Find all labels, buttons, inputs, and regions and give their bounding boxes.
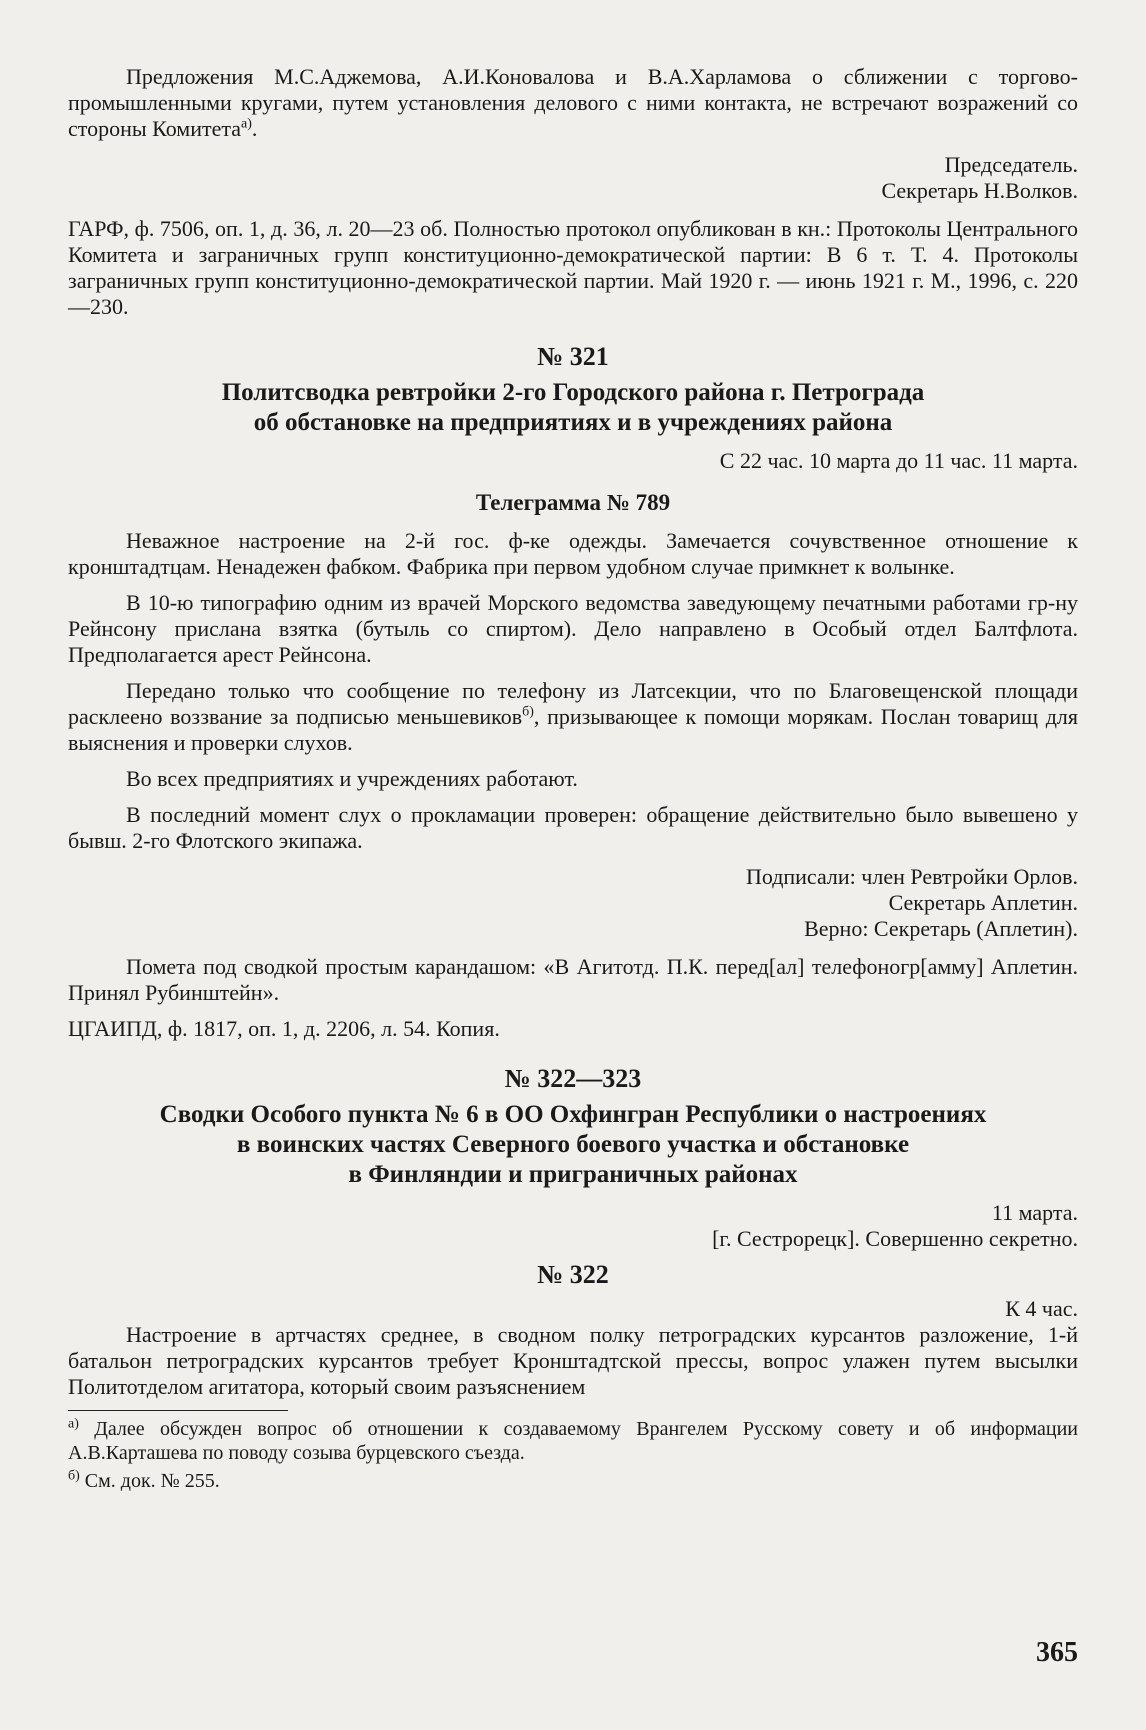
doc-period: С 22 час. 10 марта до 11 час. 11 марта. xyxy=(719,448,1078,473)
archive-source: ЦГАИПД, ф. 1817, оп. 1, д. 2206, л. 54. Копия. xyxy=(68,1016,500,1041)
paragraph: В последний момент слух о прокламации проверен: обращение действительно было вывешено у бывш. 2-го Флотского экипажа. xyxy=(68,802,1078,853)
signed-by: Подписали: член Ревтройки Орлов. xyxy=(745,864,1078,889)
page-body xyxy=(68,64,1078,1497)
footnote-ref-b: б) xyxy=(522,704,534,720)
doc-number-322-323: № 322—323 xyxy=(504,1064,642,1093)
doc-place: [г. Сестрорецк]. Совершенно секретно. xyxy=(712,1226,1078,1251)
doc-number-321: № 321 xyxy=(537,342,609,371)
doc-title-321: Политсводка ревтройки 2-го Городского района г. Петрограда об обстановке на предприятиях и в учреждениях района xyxy=(221,379,925,436)
page-number: 365 xyxy=(1036,1637,1078,1668)
chair-signature: Председатель. xyxy=(944,152,1078,177)
footnote-divider xyxy=(68,1410,288,1411)
paragraph: В 10-ю типографию одним из врачей Морского ведомства заведующему печатными работами гр-ну Рейнсону прислана взятка (бутыль со спиртом). Дело направлено в Особый отдел Балтфлота. Предполагается арест Рейнсона. xyxy=(68,590,1078,667)
footnote: $^{б)}$ См. док. № 255. xyxy=(68,1468,220,1492)
footnote: $^{а)}$ Далее обсужден вопрос об отношении к создаваемому Врангелем Русскому совету и об информации А.В.Карташева по поводу созыва бурцевского съезда. xyxy=(68,1416,1079,1464)
doc-date: 11 марта. xyxy=(991,1200,1078,1225)
intro-paragraph: Предложения М.С.Аджемова, А.И.Коновалова и В.А.Харламова о сближении с торгово-промышленными кругами, путем установления делового с ними контакта, не встречают возражений со стороны Комитета$^{а)}$. xyxy=(68,64,1078,141)
paragraph: Во всех предприятиях и учреждениях работают. xyxy=(126,766,578,791)
doc-time: К 4 час. xyxy=(1005,1296,1078,1321)
verified-by: Верно: Секретарь (Аплетин). xyxy=(804,916,1078,941)
paragraph: Передано только что сообщение по телефону из Латсекции, что по Благовещенской площади расклеено воззвание за подписью меньшевиков$^{б)}$, призывающее к помощи морякам. Послан товарищ для выяснения и проверки слухов. xyxy=(68,678,1078,755)
secretary-signature: Секретарь Аплетин. xyxy=(888,890,1078,915)
paragraph: Настроение в артчастях среднее, в сводном полку петроградских курсантов разложение, 1-й батальон петроградских курсантов требует Кронштадтской прессы, вопрос улажен путем высылки Политотделом агитатора, который своим разъяснением xyxy=(68,1322,1078,1399)
footnote-ref-a: а) xyxy=(241,116,252,132)
paragraph: Неважное настроение на 2-й гос. ф-ке одежды. Замечается сочувственное отношение к кронштадтцам. Ненадежен фабком. Фабрика при первом удобном случае примкнет к волынке. xyxy=(68,528,1078,579)
secretary-signature: Секретарь Н.Волков. xyxy=(881,178,1078,203)
doc-number-322: № 322 xyxy=(537,1260,609,1289)
doc-title-322-323: Сводки Особого пункта № 6 в ОО Охфингран Республики о настроениях в воинских частях Северного боевого участка и обстановке в Финляндии и приграничных районах xyxy=(159,1101,987,1188)
pencil-note: Помета под сводкой простым карандашом: «В Агитотд. П.К. перед[ал] телефоногр[амму] Аплетин. Принял Рубинштейн». xyxy=(68,954,1078,1005)
telegram-heading: Телеграмма № 789 xyxy=(475,490,671,515)
archive-source: ГАРФ, ф. 7506, оп. 1, д. 36, л. 20—23 об. Полностью протокол опубликован в кн.: Протоколы Центрального Комитета и заграничных групп конституционно-демократической партии: В 6 т. Т. 4. Протоколы заграничных групп конституционно-демократической партии. Май 1920 г. — июнь 1921 г. М., 1996, с. 220—230. xyxy=(68,216,1078,319)
